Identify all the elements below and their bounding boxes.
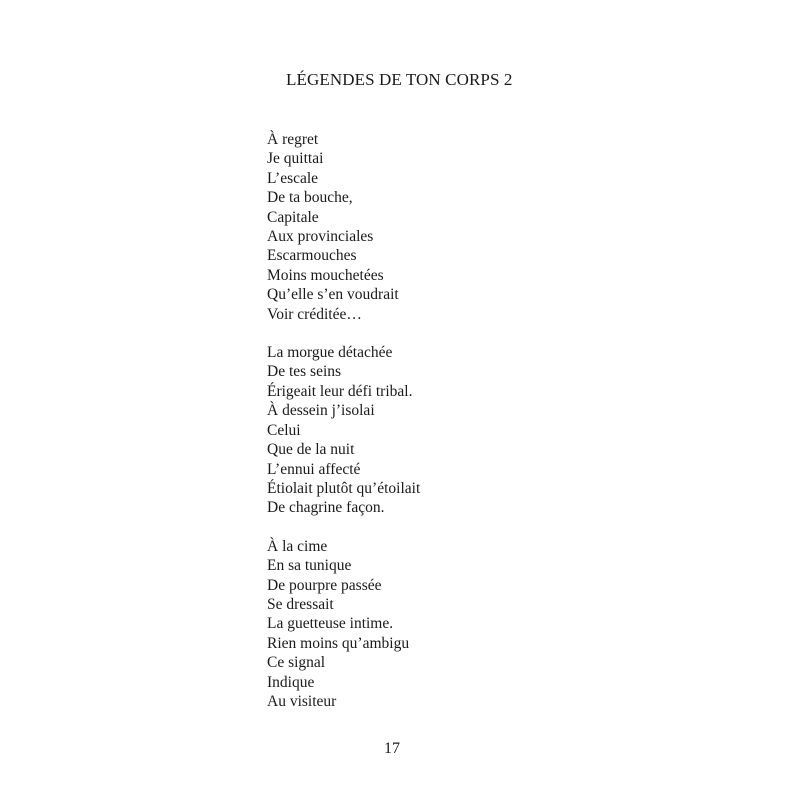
poem-line: Celui xyxy=(267,421,301,439)
stanza-3 xyxy=(267,537,420,712)
poem-line: Ce signal xyxy=(267,654,326,672)
poem-line: À la cime xyxy=(267,537,328,555)
poem-line: Étiolait plutôt qu’étoilait xyxy=(267,479,421,497)
poem-line: La guetteuse intime. xyxy=(267,615,394,633)
poem-line: L’escale xyxy=(267,169,319,187)
poem-line: Moins mouchetées xyxy=(267,266,384,284)
page-number: 17 xyxy=(384,740,400,757)
poem-line: Érigeait leur défi tribal. xyxy=(267,382,413,400)
poem-line: Capitale xyxy=(267,208,319,226)
stanza-2 xyxy=(267,343,420,518)
poem-line: De chagrine façon. xyxy=(267,499,385,517)
poem-line: Aux provinciales xyxy=(267,228,374,246)
poem-line: Je quittai xyxy=(267,150,324,168)
poem-line: Se dressait xyxy=(267,595,334,613)
poem-line: De tes seins xyxy=(267,363,342,381)
poem-line: Indique xyxy=(267,673,315,691)
poem-body xyxy=(267,130,420,730)
poem-line: Que de la nuit xyxy=(267,441,355,459)
poem-line: Escarmouches xyxy=(267,247,357,265)
poem-line: Voir créditée… xyxy=(267,305,362,323)
poem-line: Rien moins qu’ambigu xyxy=(267,634,410,652)
poem-line: La morgue détachée xyxy=(267,344,393,362)
poem-line: En sa tunique xyxy=(267,557,352,575)
page-title: LÉGENDES DE TON CORPS 2 xyxy=(286,70,513,89)
poem-line: De pourpre passée xyxy=(267,576,382,594)
poem-line: Au visiteur xyxy=(267,692,337,710)
poem-line: À dessein j’isolai xyxy=(267,402,375,420)
poem-line: À regret xyxy=(267,131,319,148)
stanza-1 xyxy=(267,130,420,324)
poem-line: L’ennui affecté xyxy=(267,460,361,478)
poem-line: De ta bouche, xyxy=(267,189,353,207)
poem-line: Qu’elle s’en voudrait xyxy=(267,286,399,304)
